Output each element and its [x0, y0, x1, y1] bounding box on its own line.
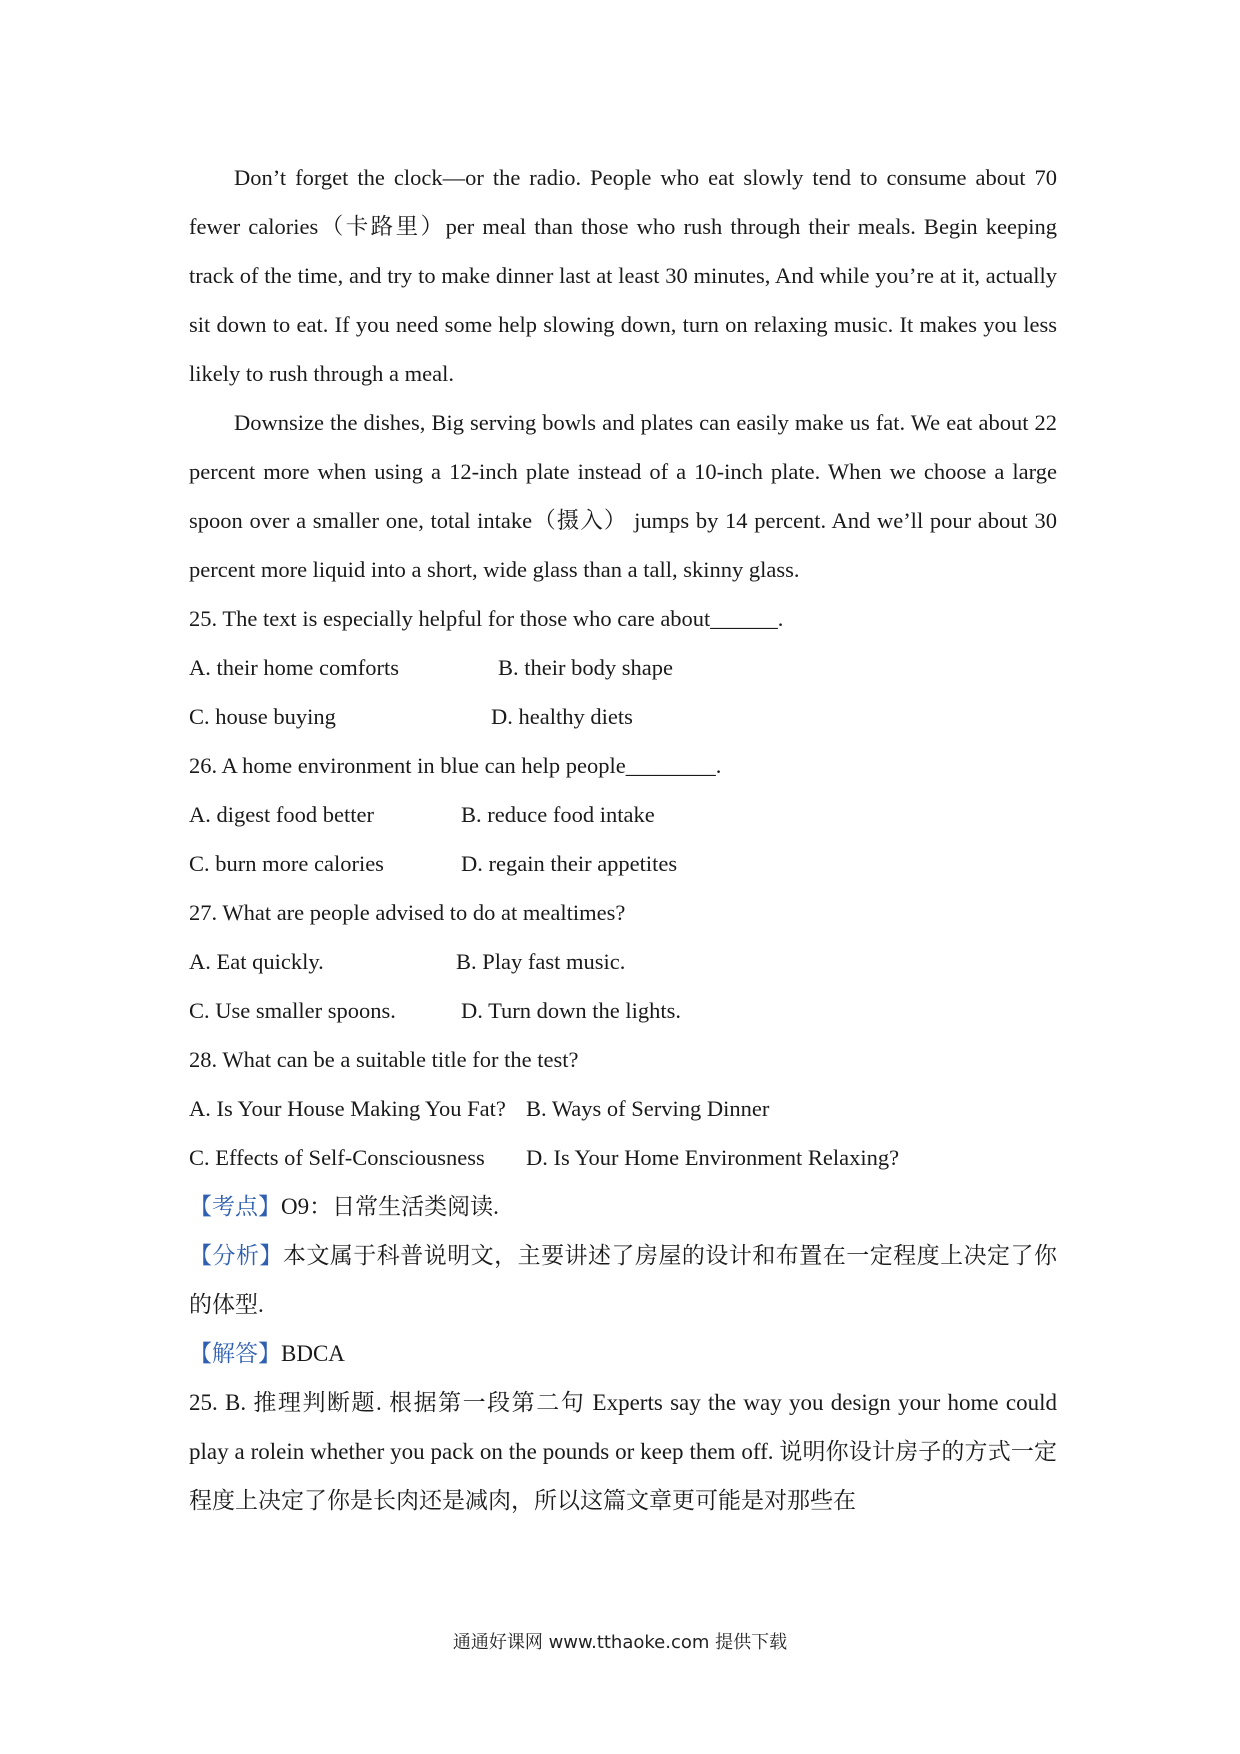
explanation-25: 25. B. 推理判断题. 根据第一段第二句 Experts say the way you design your home could play a rolein whether you pack on the pounds or keep them off. 说明你设计房子的方式一定程度上决定了你是长肉还是减肉，所以这篇文章更可能是对那些在 — [189, 1390, 1057, 1513]
question-28-option-b: B. Ways of Serving Dinner — [526, 1096, 770, 1121]
question-25-stem: 25. The text is especially helpful for those who care about______. — [189, 606, 784, 631]
question-26-option-c: C. burn more calories — [189, 851, 384, 876]
question-27-options-row-1 — [189, 937, 1057, 986]
jieda-tag: 【解答】 — [189, 1341, 281, 1366]
question-28-stem: 28. What can be a suitable title for the test? — [189, 1047, 579, 1072]
passage-paragraph-1: Don’t forget the clock—or the radio. People who eat slowly tend to consume about 70 fewer calories（卡路里）per meal than those who rush through their meals. Begin keeping track of the time, and try to make dinner last at least 30 minutes, And while you’re at it, actually sit down to eat. If you need some help slowing down, turn on relaxing music. It makes you less likely to rush through a meal. — [189, 165, 1057, 386]
question-28-option-d: D. Is Your Home Environment Relaxing? — [526, 1145, 900, 1170]
fenxi-line — [189, 1231, 1057, 1329]
question-27-option-c: C. Use smaller spoons. — [189, 998, 396, 1023]
kaodian-tag: 【考点】 — [189, 1194, 281, 1219]
kaodian-line — [189, 1182, 1057, 1231]
passage-paragraph-2: Downsize the dishes, Big serving bowls and plates can easily make us fat. We eat about 22 percent more when using a 12-inch plate instead of a 10-inch plate. When we choose a large spoon over a smaller one, total intake（摄入） jumps by 14 percent. And we’ll pour about 30 percent more liquid into a short, wide glass than a tall, skinny glass. — [189, 410, 1057, 582]
question-25-option-c: C. house buying — [189, 704, 336, 729]
question-26-option-a: A. digest food better — [189, 802, 374, 827]
question-28-options-row-1 — [189, 1084, 1057, 1133]
question-25-options-row-1 — [189, 643, 1057, 692]
fenxi-tag: 【分析】 — [189, 1243, 283, 1268]
question-27-option-d: D. Turn down the lights. — [461, 998, 682, 1023]
page-footer: 通通好课网 www.tthaoke.com 提供下载 — [452, 1632, 788, 1653]
jieda-text: BDCA — [281, 1341, 345, 1366]
question-26-option-b: B. reduce food intake — [461, 802, 655, 827]
question-28-option-c: C. Effects of Self-Consciousness — [189, 1145, 485, 1170]
question-26-option-d: D. regain their appetites — [461, 851, 678, 876]
question-27-stem: 27. What are people advised to do at mealtimes? — [189, 900, 626, 925]
question-26-options-row-1 — [189, 790, 1057, 839]
question-26-options-row-2 — [189, 839, 1057, 888]
question-27-options-row-2 — [189, 986, 1057, 1035]
question-25-option-b: B. their body shape — [498, 655, 673, 680]
question-28-options-row-2 — [189, 1133, 1057, 1182]
question-25-option-d: D. healthy diets — [491, 704, 633, 729]
question-26-stem: 26. A home environment in blue can help people________. — [189, 753, 722, 778]
document-page — [189, 153, 1057, 1525]
question-25-option-a: A. their home comforts — [189, 655, 399, 680]
question-27-option-b: B. Play fast music. — [456, 949, 626, 974]
question-28-option-a: A. Is Your House Making You Fat? — [189, 1096, 506, 1121]
fenxi-text: 本文属于科普说明文，主要讲述了房屋的设计和布置在一定程度上决定了你的体型. — [189, 1243, 1058, 1317]
question-25-options-row-2 — [189, 692, 1057, 741]
question-27-option-a: A. Eat quickly. — [189, 949, 324, 974]
kaodian-text: O9：日常生活类阅读. — [281, 1194, 499, 1219]
jieda-line — [189, 1329, 1057, 1378]
